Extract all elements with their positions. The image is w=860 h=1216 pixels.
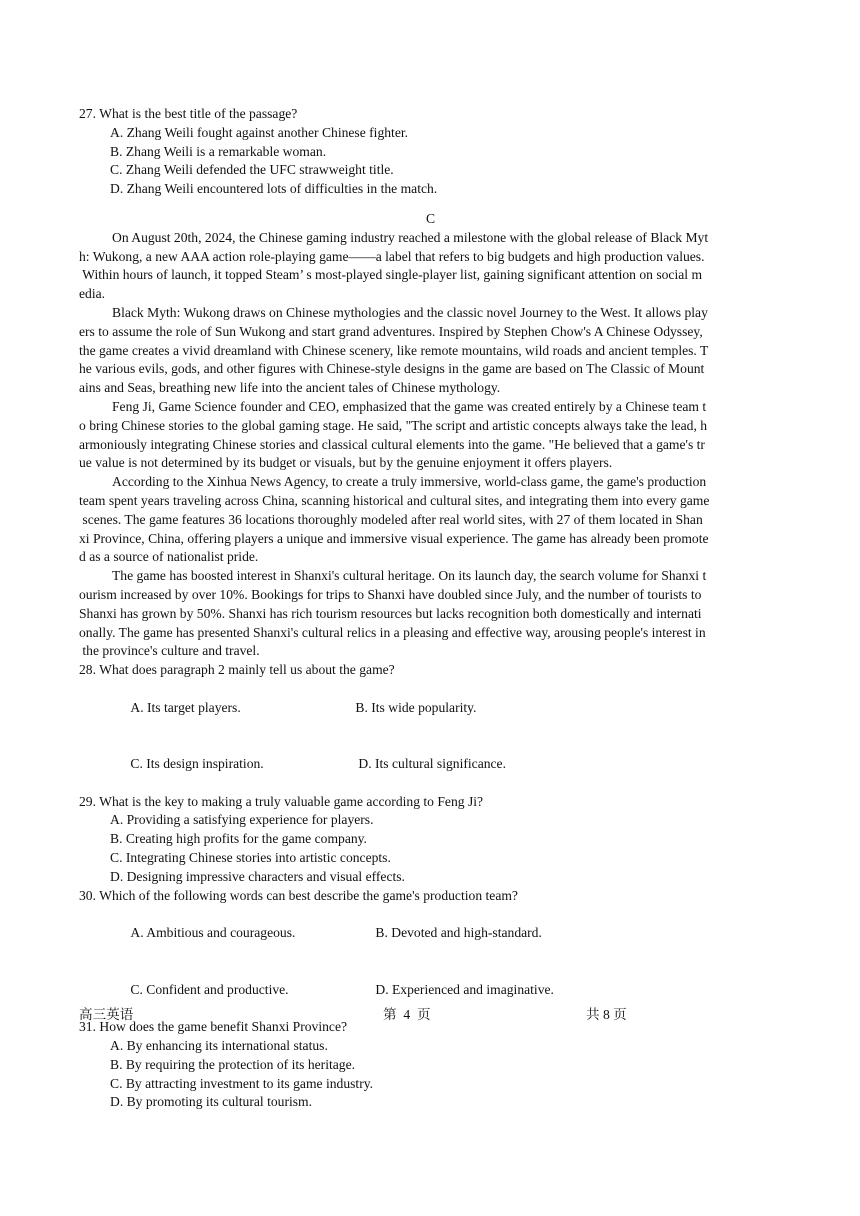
option-a: A. Zhang Weili fought against another Chinese fighter. (110, 124, 409, 140)
paragraph-3 (79, 398, 782, 473)
passage-line: the province's culture and travel. (79, 643, 260, 659)
option-a: A. Ambitious and courageous. (130, 925, 296, 941)
passage-line: o bring Chinese stories to the global gaming stage. He said, "The script and artistic concepts always take the lead, h (79, 417, 708, 433)
passage-line: Black Myth: Wukong draws on Chinese mythologies and the classic novel Journey to the West. It allows play (112, 304, 708, 320)
passage-line: The game has boosted interest in Shanxi's cultural heritage. On its launch day, the search volume for Shanxi t (112, 568, 707, 584)
question-stem: 27. What is the best title of the passage? (79, 106, 298, 121)
reading-passage (79, 229, 782, 661)
question-28 (79, 661, 782, 793)
passage-line: he various evils, gods, and other figures with Chinese-style designs in the game are based on The Classic of Mount (79, 361, 705, 377)
exam-page (79, 105, 782, 1112)
passage-line: the game creates a vivid dreamland with Chinese scenery, like remote mountains, wild roads and ancient temples. T (79, 342, 709, 358)
passage-line: On August 20th, 2024, the Chinese gaming industry reached a milestone with the global release of Black Myt (112, 229, 709, 245)
question-stem: 29. What is the key to making a truly valuable game according to Feng Ji? (79, 793, 484, 809)
passage-line: team spent years traveling across China, scanning historical and cultural sites, and integrating them into every game (79, 492, 710, 508)
passage-line: ue value is not determined by its budget or visuals, but by the genuine enjoyment it offers players. (79, 455, 613, 471)
option-c: C. Its design inspiration. (130, 756, 264, 772)
question-31 (79, 1018, 782, 1112)
footer-total-pages: 共 8 页 (586, 1007, 627, 1022)
passage-line: ains and Seas, breathing new life into the ancient tales of Chinese mythology. (79, 380, 501, 396)
option-b: B. By requiring the protection of its heritage. (110, 1056, 356, 1072)
option-d: D. Experienced and imaginative. (375, 981, 554, 997)
question-stem: 28. What does paragraph 2 mainly tell us about the game? (79, 662, 395, 678)
question-stem: 30. Which of the following words can best describe the game's production team? (79, 887, 518, 903)
option-d: D. Designing impressive characters and visual effects. (110, 868, 405, 884)
passage-line: Within hours of launch, it topped Steam’ s most-played single-player list, gaining significant attention on social m (79, 267, 703, 283)
option-c: C. Confident and productive. (130, 981, 289, 997)
option-a: A. By enhancing its international status. (110, 1038, 328, 1054)
option-d: D. Its cultural significance. (358, 756, 506, 772)
option-c: C. Zhang Weili defended the UFC strawweight title. (110, 162, 394, 178)
passage-line: ourism increased by over 10%. Bookings for trips to Shanxi have doubled since July, and the number of tourists to (79, 586, 702, 602)
footer-subject: 高三英语 (79, 1007, 134, 1022)
paragraph-5 (79, 567, 782, 661)
paragraph-1 (79, 229, 782, 304)
question-stem: 31. How does the game benefit Shanxi Province? (79, 1019, 348, 1035)
option-b: B. Zhang Weili is a remarkable woman. (110, 143, 327, 159)
paragraph-2 (79, 304, 782, 398)
option-c: C. Integrating Chinese stories into artistic concepts. (110, 850, 391, 866)
question-29 (79, 793, 782, 887)
section-heading: C (425, 210, 436, 226)
page-footer (79, 1006, 782, 1026)
question-27 (79, 105, 782, 199)
passage-line: ers to assume the role of Sun Wukong and start grand adventures. Inspired by Stephen Chow's A Chinese Odyssey, (79, 323, 703, 339)
passage-line: edia. (79, 286, 106, 302)
option-b: B. Creating high profits for the game company. (110, 831, 367, 847)
question-30 (79, 887, 782, 1019)
option-c: C. By attracting investment to its game industry. (110, 1075, 374, 1091)
option-d: D. By promoting its cultural tourism. (110, 1094, 313, 1110)
passage-line: d as a source of nationalist pride. (79, 549, 259, 565)
passage-line: onally. The game has presented Shanxi's cultural relics in a pleasing and effective way, arousing people's interest in (79, 624, 706, 640)
option-a: A. Its target players. (130, 699, 241, 715)
option-a: A. Providing a satisfying experience for players. (110, 812, 374, 828)
option-d: D. Zhang Weili encountered lots of difficulties in the match. (110, 181, 438, 197)
passage-line: armoniously integrating Chinese stories and classical cultural elements into the game. "He believed that a game's tr (79, 436, 705, 452)
passage-line: xi Province, China, offering players a unique and immersive visual experience. The game has already been promote (79, 530, 709, 546)
passage-line: Shanxi has grown by 50%. Shanxi has rich tourism resources but lacks recognition both domestically and internati (79, 605, 702, 621)
passage-line: According to the Xinhua News Agency, to create a truly immersive, world-class game, the game's production (112, 474, 707, 490)
option-b: B. Devoted and high-standard. (375, 925, 542, 941)
paragraph-4 (79, 473, 782, 567)
footer-page-number: 第 4 页 (383, 1007, 431, 1022)
passage-line: scenes. The game features 36 locations thoroughly modeled after real world sites, with 27 of them located in Shan (79, 511, 703, 527)
option-b: B. Its wide popularity. (355, 699, 477, 715)
passage-line: h: Wukong, a new AAA action role-playing game——a label that refers to big budgets and high production values. (79, 248, 705, 264)
passage-line: Feng Ji, Game Science founder and CEO, emphasized that the game was created entirely by a Chinese team t (112, 398, 707, 414)
